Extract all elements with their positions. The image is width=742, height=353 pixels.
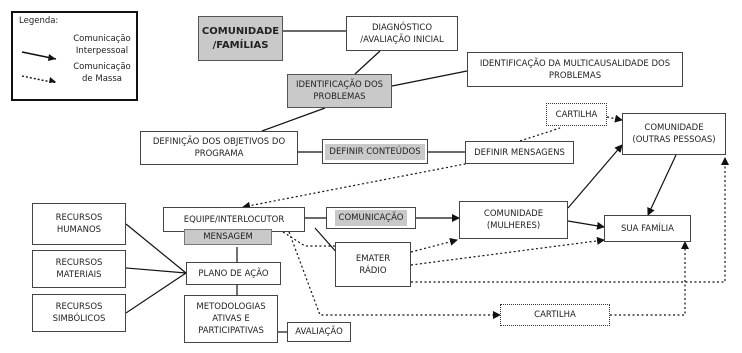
legend-title: Legenda: — [19, 16, 59, 26]
edge-cartilha-outras — [607, 117, 622, 120]
node-mensagem: MENSAGEM — [184, 229, 272, 245]
node-avaliacao: AVALIAÇÃO — [287, 322, 351, 342]
node-diagnostico: DIAGNÓSTICO /AVALIAÇÃO INICIAL — [346, 16, 458, 51]
node-equipe: EQUIPE/INTERLOCUTOR — [163, 207, 305, 232]
legend-solid-label: Comunicação Interpessoal — [73, 34, 131, 56]
edge-diagnostico-identificacao — [355, 51, 380, 74]
node-comunidade-outras: COMUNIDADE (OUTRAS PESSOAS) — [622, 113, 726, 155]
node-definicao-objetivos: DEFINIÇÃO DOS OBJETIVOS DO PROGRAMA — [140, 131, 298, 165]
edge-identificacao-multicausalidade — [392, 71, 467, 86]
node-comunicacao — [326, 207, 416, 229]
node-sua-familia: SUA FAMÍLIA — [604, 215, 691, 242]
edge-mensagens-equipe — [243, 163, 470, 207]
edge-cartilha-familia — [610, 242, 685, 315]
edge-recursos-materiais-plano — [126, 268, 186, 273]
definir-conteudos-label: DEFINIR CONTEÚDOS — [325, 144, 424, 160]
node-definir-mensagens: DEFINIR MENSAGENS — [465, 141, 574, 164]
node-cartilha-bottom: CARTILHA — [500, 304, 610, 326]
node-definir-conteudos — [322, 139, 428, 164]
edge-mensagens-cartilha — [520, 128, 560, 141]
node-comunidade-familias: COMUNIDADE /FAMÍLIAS — [198, 16, 283, 61]
legend-solid-arrowhead — [48, 54, 56, 61]
node-comunidade-mulheres: COMUNIDADE (MULHERES) — [459, 201, 568, 239]
node-plano-acao: PLANO DE AÇÃO — [186, 262, 281, 285]
node-recursos-humanos: RECURSOS HUMANOS — [32, 203, 126, 245]
legend — [11, 11, 138, 101]
node-cartilha-top: CARTILHA — [546, 103, 607, 126]
edge-emater-mulheres — [411, 240, 457, 252]
edge-mulheres-outras — [568, 145, 622, 208]
legend-dotted-label: Comunicação de Massa — [73, 62, 131, 84]
legend-line-samples — [20, 43, 66, 83]
legend-dotted-arrowhead — [49, 77, 56, 83]
node-metodologias: METODOLOGIAS ATIVAS E PARTICIPATIVAS — [184, 295, 278, 343]
edge-mulheres-familia — [568, 221, 604, 227]
comunicacao-label: COMUNICAÇÃO — [335, 210, 408, 226]
node-multicausalidade: IDENTIFICAÇÃO DA MULTICAUSALIDADE DOS PROBLEMAS — [467, 52, 683, 87]
node-recursos-materiais: RECURSOS MATERIAIS — [32, 250, 126, 288]
node-recursos-simbolicos: RECURSOS SIMBÓLICOS — [32, 294, 126, 332]
edge-outras-familia — [648, 155, 676, 215]
node-identificacao-problemas: IDENTIFICAÇÃO DOS PROBLEMAS — [287, 74, 392, 108]
edge-emater-familia — [411, 240, 604, 265]
edge-recursos-simbolicos-plano — [126, 273, 186, 313]
node-emater-radio: EMATER RÁDIO — [335, 242, 411, 287]
edge-identificacao-objetivos — [262, 108, 325, 131]
